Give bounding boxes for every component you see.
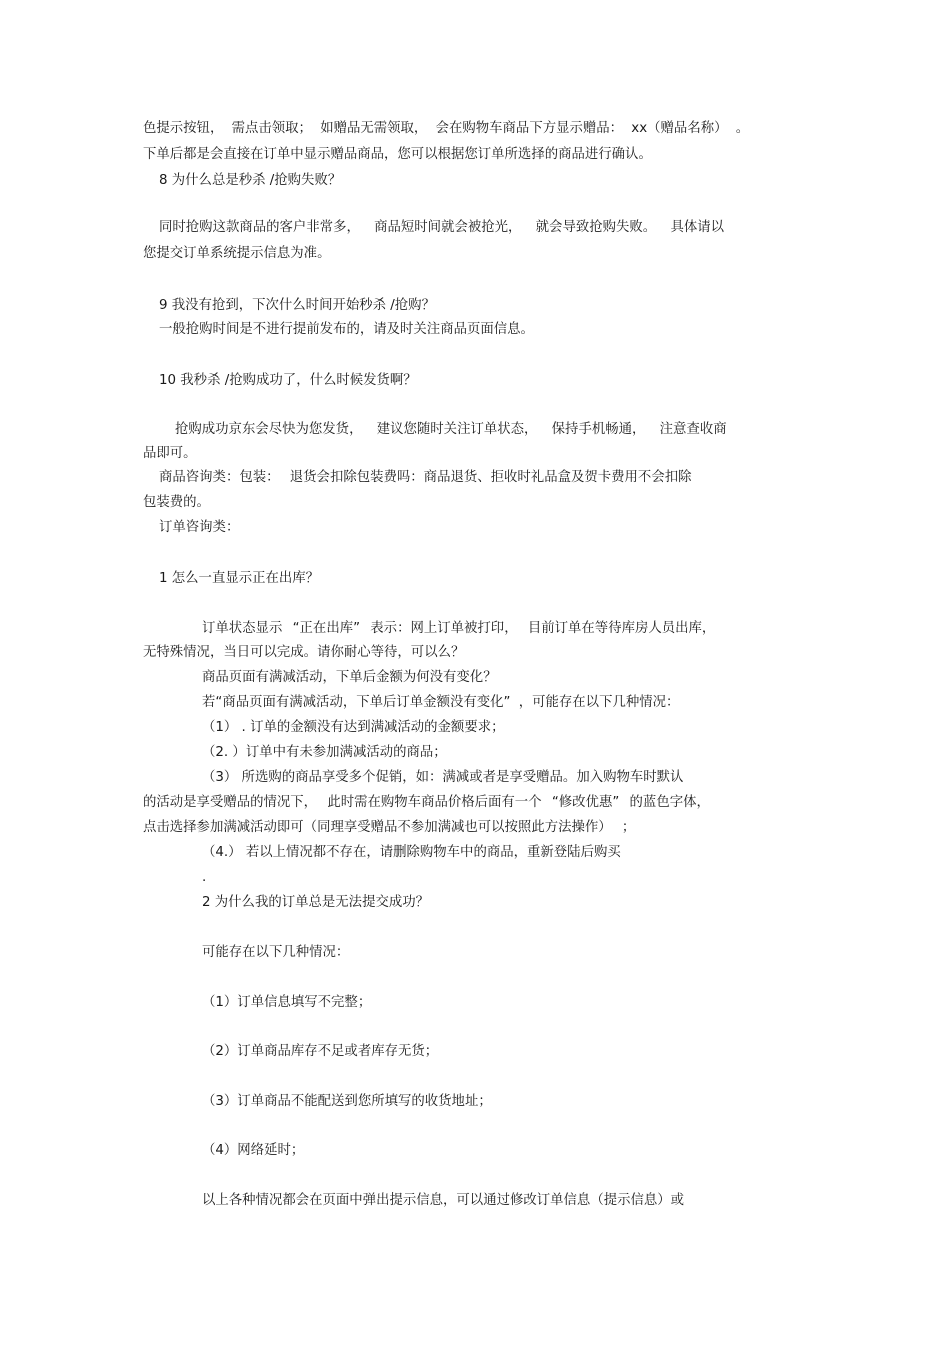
paragraph-line: 色提示按钮， 需点击领取； 如赠品无需领取， 会在购物车商品下方显示赠品： xx（赠品名称） 。 (143, 121, 750, 136)
paragraph-line: 同时抢购这款商品的客户非常多， 商品短时间就会被抢光， 就会导致抢购失败。 具体请以 (159, 220, 725, 235)
paragraph-line: 若“商品页面有满减活动，下单后订单金额没有变化” ，可能存在以下几种情况： (202, 695, 680, 710)
section-heading: 订单咨询类： (159, 520, 240, 535)
question-heading: 1 怎么一直显示正在出库？ (159, 571, 320, 586)
paragraph-line: 一般抢购时间是不进行提前发布的，请及时关注商品页面信息。 (159, 322, 534, 337)
paragraph-line: 点击选择参加满减活动即可（同理享受赠品不参加满减也可以按照此方法操作） ； (143, 820, 636, 835)
question-heading: 商品页面有满减活动，下单后金额为何没有变化？ (202, 670, 497, 685)
list-item: （1） . 订单的金额没有达到满减活动的金额要求； (202, 720, 505, 735)
paragraph-line: 无特殊情况，当日可以完成。请你耐心等待，可以么？ (143, 645, 465, 660)
question-heading: 9 我没有抢到，下次什么时间开始秒杀 /抢购？ (159, 298, 435, 313)
list-item: （2. ）订单中有未参加满减活动的商品； (202, 745, 447, 760)
list-item: （4.） 若以上情况都不存在，请删除购物车中的商品，重新登陆后购买 (202, 845, 621, 860)
paragraph-line: . (202, 870, 207, 885)
list-item: （1）订单信息填写不完整； (202, 995, 372, 1010)
list-item: （3）订单商品不能配送到您所填写的收货地址； (202, 1094, 492, 1109)
paragraph-line: 品即可。 (143, 446, 197, 461)
list-item: （3） 所选购的商品享受多个促销，如：满减或者是享受赠品。加入购物车时默认 (202, 770, 684, 785)
paragraph-line: 商品咨询类：包装： 退货会扣除包装费吗：商品退货、拒收时礼品盒及贺卡费用不会扣除 (159, 470, 692, 485)
paragraph-line: 抢购成功京东会尽快为您发货， 建议您随时关注订单状态， 保持手机畅通， 注意查收商 (175, 422, 727, 437)
question-heading: 10 我秒杀 /抢购成功了，什么时候发货啊？ (159, 373, 417, 388)
paragraph-line: 您提交订单系统提示信息为准。 (143, 246, 331, 261)
paragraph-line: 下单后都是会直接在订单中显示赠品商品，您可以根据您订单所选择的商品进行确认。 (143, 147, 652, 162)
question-heading: 8 为什么总是秒杀 /抢购失败？ (159, 173, 342, 188)
paragraph-line: 订单状态显示 “正在出库” 表示：网上订单被打印， 目前订单在等待库房人员出库， (202, 621, 716, 636)
paragraph-line: 以上各种情况都会在页面中弹出提示信息，可以通过修改订单信息（提示信息）或 (202, 1193, 685, 1208)
paragraph-line: 可能存在以下几种情况： (202, 945, 350, 960)
paragraph-line: 的活动是享受赠品的情况下， 此时需在购物车商品价格后面有一个 “修改优惠” 的蓝色字体， (143, 795, 710, 810)
list-item: （4）网络延时； (202, 1143, 305, 1158)
list-item: （2）订单商品库存不足或者库存无货； (202, 1044, 439, 1059)
question-heading: 2 为什么我的订单总是无法提交成功？ (202, 895, 430, 910)
paragraph-line: 包装费的。 (143, 495, 210, 510)
